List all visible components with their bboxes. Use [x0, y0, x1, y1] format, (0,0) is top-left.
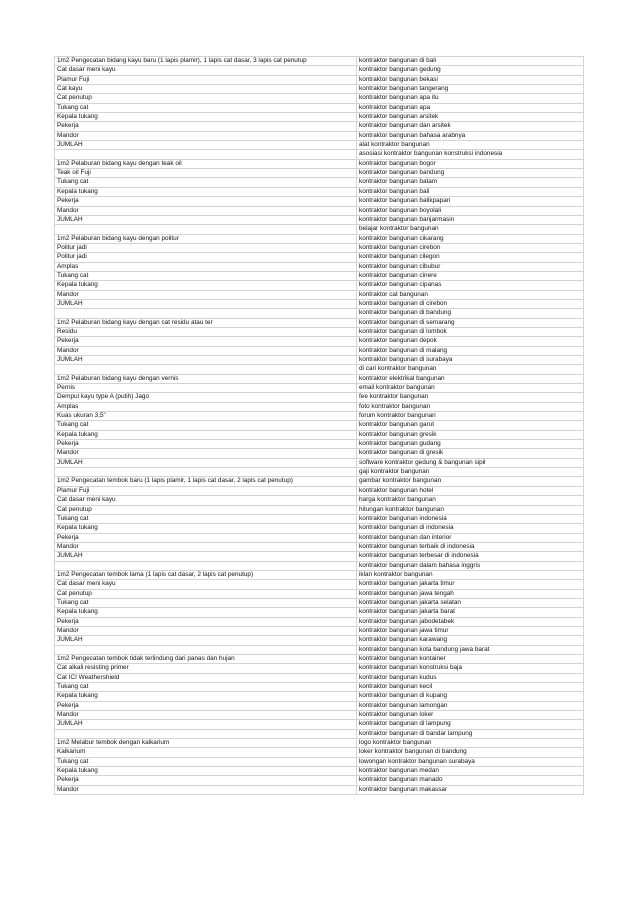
keyword-cell: kontraktor bangunan medan	[357, 767, 584, 776]
keyword-cell: kontraktor bangunan cibubur	[357, 262, 584, 271]
keyword-cell: kontraktor bangunan arsitek	[357, 113, 584, 122]
keyword-cell: asosiasi kontraktor bangunan konstruksi indonesia	[357, 150, 584, 159]
item-cell	[55, 561, 357, 570]
table-row	[55, 178, 584, 187]
item-cell: Mandor	[55, 346, 357, 355]
keyword-cell: kontraktor bangunan kudus	[357, 673, 584, 682]
keyword-cell: kontraktor bangunan di bandar lampung	[357, 729, 584, 738]
item-cell: JUMLAH	[55, 141, 357, 150]
keyword-cell: kontraktor bangunan di lampung	[357, 720, 584, 729]
keyword-cell: iklan kontraktor bangunan	[357, 570, 584, 579]
item-cell	[55, 645, 357, 654]
item-cell: 1m2 Pengecatan bidang kayu baru (1 lapis plamir), 1 lapis cat dasar, 3 lapis cat penutup	[55, 57, 357, 66]
table-row	[55, 412, 584, 421]
keyword-cell: kontraktor bangunan di bali	[357, 57, 584, 66]
table-row	[55, 776, 584, 785]
keyword-cell: belajar kontraktor bangunan	[357, 225, 584, 234]
item-cell: Mandor	[55, 626, 357, 635]
keyword-cell: kontraktor bangunan makassar	[357, 785, 584, 794]
item-cell: Kepala tukang	[55, 767, 357, 776]
table-row	[55, 346, 584, 355]
table-row	[55, 720, 584, 729]
item-cell: Cat ICI Weathershield	[55, 673, 357, 682]
table-row	[55, 356, 584, 365]
table-row	[55, 206, 584, 215]
keyword-cell: software kontraktor gedung & bangunan sipil	[357, 458, 584, 467]
keyword-cell: kontraktor bangunan bali	[357, 187, 584, 196]
item-cell: Tukang cat	[55, 598, 357, 607]
item-cell: 1m2 Pengecatan tembok tidak terlindung dari panas dan hujan	[55, 655, 357, 664]
keyword-cell: kontraktor bangunan kontainer	[357, 655, 584, 664]
item-cell: Mandor	[55, 449, 357, 458]
item-cell: Mandor	[55, 785, 357, 794]
keyword-cell: kontraktor cat bangunan	[357, 290, 584, 299]
table-row	[55, 683, 584, 692]
table-row	[55, 477, 584, 486]
keyword-cell: kontraktor bangunan jakarta barat	[357, 608, 584, 617]
table-row	[55, 281, 584, 290]
table-row	[55, 141, 584, 150]
keyword-cell: kontraktor bangunan terbaik di indonesia	[357, 542, 584, 551]
keyword-cell: kontraktor bangunan cilegon	[357, 253, 584, 262]
table-row	[55, 421, 584, 430]
table-row	[55, 561, 584, 570]
item-cell	[55, 150, 357, 159]
item-cell: Pekerja	[55, 617, 357, 626]
table-row	[55, 711, 584, 720]
item-cell: Cat penutup	[55, 589, 357, 598]
table-row	[55, 496, 584, 505]
keyword-cell: kontraktor bangunan indonesia	[357, 514, 584, 523]
item-cell: Kepala tukang	[55, 430, 357, 439]
keyword-cell: kontraktor bangunan di indonesia	[357, 524, 584, 533]
table-body	[55, 57, 584, 795]
keyword-cell: kontraktor elektrikal bangunan	[357, 374, 584, 383]
keyword-cell: kontraktor bangunan konstruksi baja	[357, 664, 584, 673]
item-cell: Mandor	[55, 131, 357, 140]
keyword-cell: alat kontraktor bangunan	[357, 141, 584, 150]
item-cell: Tukang cat	[55, 683, 357, 692]
item-cell	[55, 365, 357, 374]
table-row	[55, 767, 584, 776]
table-row	[55, 739, 584, 748]
table-row	[55, 299, 584, 308]
keyword-cell: kontraktor bangunan boyolali	[357, 206, 584, 215]
keyword-cell: kontraktor bangunan jawa timur	[357, 626, 584, 635]
table-row	[55, 337, 584, 346]
table-row	[55, 393, 584, 402]
keyword-cell: kontraktor bangunan hotel	[357, 486, 584, 495]
table-row	[55, 505, 584, 514]
item-cell: Kepala tukang	[55, 281, 357, 290]
table-row	[55, 113, 584, 122]
keyword-cell: kontraktor bangunan cikarang	[357, 234, 584, 243]
item-cell: JUMLAH	[55, 299, 357, 308]
item-cell: Mandor	[55, 711, 357, 720]
keyword-cell: kontraktor bangunan tangerang	[357, 85, 584, 94]
keyword-cell: kontraktor bangunan bekasi	[357, 75, 584, 84]
keyword-cell: kontraktor bangunan di lombok	[357, 327, 584, 336]
keyword-cell: kontraktor bangunan di surabaya	[357, 356, 584, 365]
spreadsheet-page	[54, 56, 583, 795]
table-row	[55, 374, 584, 383]
item-cell: 1m2 Pelaburan bidang kayu dengan vernis	[55, 374, 357, 383]
item-cell: Kepala tukang	[55, 524, 357, 533]
table-row	[55, 225, 584, 234]
table-row	[55, 384, 584, 393]
item-cell	[55, 309, 357, 318]
keyword-cell: kontraktor bangunan gudang	[357, 440, 584, 449]
item-cell: JUMLAH	[55, 356, 357, 365]
table-row	[55, 327, 584, 336]
keyword-cell: kontraktor bangunan dan arsitek	[357, 122, 584, 131]
item-cell: Kepala tukang	[55, 187, 357, 196]
table-row	[55, 449, 584, 458]
item-cell: Cat dasar meni kayu	[55, 66, 357, 75]
keyword-cell: kontraktor bangunan di gresik	[357, 449, 584, 458]
keyword-cell: kontraktor bangunan cirebon	[357, 243, 584, 252]
item-cell: 1m2 Pengecatan tembok baru (1 lapis plamir, 1 lapis cat dasar, 2 lapis cat penutup)	[55, 477, 357, 486]
table-row	[55, 215, 584, 224]
table-row	[55, 673, 584, 682]
table-row	[55, 729, 584, 738]
table-row	[55, 785, 584, 794]
keyword-cell: kontraktor bangunan apa	[357, 103, 584, 112]
item-cell: Cat kayu	[55, 85, 357, 94]
table-row	[55, 514, 584, 523]
item-cell: Tukang cat	[55, 514, 357, 523]
item-cell: Kepala tukang	[55, 113, 357, 122]
keyword-cell: kontraktor bangunan di semarang	[357, 318, 584, 327]
keyword-cell: foto kontraktor bangunan	[357, 402, 584, 411]
table-row	[55, 150, 584, 159]
table-row	[55, 290, 584, 299]
keyword-cell: kontraktor bangunan gedung	[357, 66, 584, 75]
keyword-cell: kontraktor bangunan terbesar di indonesia	[357, 552, 584, 561]
item-cell: Kalkarium	[55, 748, 357, 757]
table-row	[55, 197, 584, 206]
item-cell: JUMLAH	[55, 720, 357, 729]
keyword-cell: di cari kontraktor bangunan	[357, 365, 584, 374]
table-row	[55, 608, 584, 617]
keyword-cell: kontraktor bangunan bandung	[357, 169, 584, 178]
table-row	[55, 169, 584, 178]
table-row	[55, 85, 584, 94]
keyword-cell: kontraktor bangunan apa itu	[357, 94, 584, 103]
table-row	[55, 309, 584, 318]
keyword-cell: kontraktor bangunan jakarta timur	[357, 580, 584, 589]
table-row	[55, 486, 584, 495]
table-row	[55, 234, 584, 243]
keyword-cell: kontraktor bangunan jakarta selatan	[357, 598, 584, 607]
table-row	[55, 243, 584, 252]
table-row	[55, 598, 584, 607]
table-row	[55, 57, 584, 66]
keyword-cell: kontraktor bangunan lamongan	[357, 701, 584, 710]
keyword-cell: logo kontraktor bangunan	[357, 739, 584, 748]
item-cell: Amplas	[55, 262, 357, 271]
table-row	[55, 365, 584, 374]
table-row	[55, 757, 584, 766]
item-cell: Kepala tukang	[55, 608, 357, 617]
table-row	[55, 552, 584, 561]
keyword-cell: loker kontraktor bangunan di bandung	[357, 748, 584, 757]
table-row	[55, 187, 584, 196]
table-row	[55, 440, 584, 449]
keyword-cell: kontraktor bangunan kecil	[357, 683, 584, 692]
item-cell: 1m2 Pelaburan bidang kayu dengan teak oil	[55, 159, 357, 168]
table-row	[55, 542, 584, 551]
keyword-cell: kontraktor bangunan di bandung	[357, 309, 584, 318]
item-cell: Cat alkali resisting primer	[55, 664, 357, 673]
table-row	[55, 131, 584, 140]
keyword-cell: kontraktor bangunan cipanas	[357, 281, 584, 290]
table-row	[55, 318, 584, 327]
item-cell: Dempul kayu type A (putih) Jago	[55, 393, 357, 402]
keyword-cell: kontraktor bangunan di kupang	[357, 692, 584, 701]
keyword-cell: forum kontraktor bangunan	[357, 412, 584, 421]
table-row	[55, 75, 584, 84]
item-cell: Teak oil Fuji	[55, 169, 357, 178]
keyword-cell: email kontraktor bangunan	[357, 384, 584, 393]
table-row	[55, 645, 584, 654]
item-cell	[55, 468, 357, 477]
keyword-cell: kontraktor bangunan gresik	[357, 430, 584, 439]
item-cell: Pekerja	[55, 122, 357, 131]
item-cell: Amplas	[55, 402, 357, 411]
keyword-cell: kontraktor bangunan depok	[357, 337, 584, 346]
item-cell: Pekerja	[55, 701, 357, 710]
keyword-cell: kontraktor bangunan dan interior	[357, 533, 584, 542]
table-row	[55, 271, 584, 280]
item-cell: Tukang cat	[55, 103, 357, 112]
table-row	[55, 122, 584, 131]
keyword-cell: kontraktor bangunan banjarmasin	[357, 215, 584, 224]
keyword-cell: kontraktor bangunan cinere	[357, 271, 584, 280]
item-cell: Tukang cat	[55, 178, 357, 187]
table-row	[55, 262, 584, 271]
item-cell: Plamur Fuji	[55, 486, 357, 495]
item-cell: Mandor	[55, 206, 357, 215]
keyword-cell: kontraktor bangunan di malang	[357, 346, 584, 355]
keyword-cell: kontraktor bangunan di cirebon	[357, 299, 584, 308]
item-cell: Pernis	[55, 384, 357, 393]
item-cell: Kepala tukang	[55, 692, 357, 701]
item-cell: 1m2 Pelaburan bidang kayu dengan cat residu atau ter	[55, 318, 357, 327]
table-row	[55, 533, 584, 542]
item-cell: Pekerja	[55, 337, 357, 346]
item-cell: Mandor	[55, 542, 357, 551]
item-cell: 1m2 Pelaburan bidang kayu dengan politur	[55, 234, 357, 243]
keyword-cell: harga kontraktor bangunan	[357, 496, 584, 505]
data-table	[54, 56, 584, 795]
item-cell: Cat dasar meni kayu	[55, 496, 357, 505]
item-cell: JUMLAH	[55, 458, 357, 467]
item-cell: Cat dasar meni kayu	[55, 580, 357, 589]
table-row	[55, 430, 584, 439]
keyword-cell: kontraktor bangunan balikpapan	[357, 197, 584, 206]
item-cell: Tukang cat	[55, 271, 357, 280]
item-cell: Tukang cat	[55, 757, 357, 766]
item-cell: Residu	[55, 327, 357, 336]
item-cell: Kuas ukuran 3,5"	[55, 412, 357, 421]
item-cell: 1m2 Pengecatan tembok lama (1 lapis cat dasar, 2 lapis cat penutup)	[55, 570, 357, 579]
keyword-cell: kontraktor bangunan dalam bahasa inggris	[357, 561, 584, 570]
keyword-cell: kontraktor bangunan manado	[357, 776, 584, 785]
keyword-cell: hitungan kontraktor bangunan	[357, 505, 584, 514]
item-cell	[55, 225, 357, 234]
keyword-cell: gambar kontraktor bangunan	[357, 477, 584, 486]
item-cell: Cat penutup	[55, 505, 357, 514]
keyword-cell: kontraktor bangunan batam	[357, 178, 584, 187]
table-row	[55, 159, 584, 168]
item-cell: Pekerja	[55, 440, 357, 449]
item-cell: JUMLAH	[55, 215, 357, 224]
table-row	[55, 580, 584, 589]
keyword-cell: kontraktor bangunan jawa tengah	[357, 589, 584, 598]
table-row	[55, 402, 584, 411]
table-row	[55, 103, 584, 112]
table-row	[55, 570, 584, 579]
keyword-cell: kontraktor bangunan karawang	[357, 636, 584, 645]
keyword-cell: kontraktor bangunan loker	[357, 711, 584, 720]
table-row	[55, 524, 584, 533]
keyword-cell: lowongan kontraktor bangunan surabaya	[357, 757, 584, 766]
item-cell: Politur jadi	[55, 253, 357, 262]
keyword-cell: kontraktor bangunan bahasa arabnya	[357, 131, 584, 140]
table-row	[55, 468, 584, 477]
table-row	[55, 253, 584, 262]
keyword-cell: gaji kontraktor bangunan	[357, 468, 584, 477]
item-cell: Pekerja	[55, 776, 357, 785]
item-cell: JUMLAH	[55, 636, 357, 645]
table-row	[55, 626, 584, 635]
item-cell: Tukang cat	[55, 421, 357, 430]
item-cell: Pekerja	[55, 197, 357, 206]
table-row	[55, 589, 584, 598]
item-cell: Pekerja	[55, 533, 357, 542]
item-cell: Politur jadi	[55, 243, 357, 252]
table-row	[55, 458, 584, 467]
table-row	[55, 692, 584, 701]
table-row	[55, 94, 584, 103]
keyword-cell: kontraktor bangunan bogor	[357, 159, 584, 168]
keyword-cell: kontraktor bangunan garut	[357, 421, 584, 430]
table-row	[55, 655, 584, 664]
item-cell	[55, 729, 357, 738]
item-cell: Plamur Fuji	[55, 75, 357, 84]
table-row	[55, 66, 584, 75]
item-cell: 1m2 Melabur tembok dengan kalkarium	[55, 739, 357, 748]
table-row	[55, 636, 584, 645]
keyword-cell: kontraktor bangunan jabodetabek	[357, 617, 584, 626]
keyword-cell: kontraktor bangunan kota bandung jawa barat	[357, 645, 584, 654]
table-row	[55, 701, 584, 710]
item-cell: Cat penutup	[55, 94, 357, 103]
table-row	[55, 617, 584, 626]
keyword-cell: fee kontraktor bangunan	[357, 393, 584, 402]
item-cell: Mandor	[55, 290, 357, 299]
item-cell: JUMLAH	[55, 552, 357, 561]
table-row	[55, 748, 584, 757]
table-row	[55, 664, 584, 673]
